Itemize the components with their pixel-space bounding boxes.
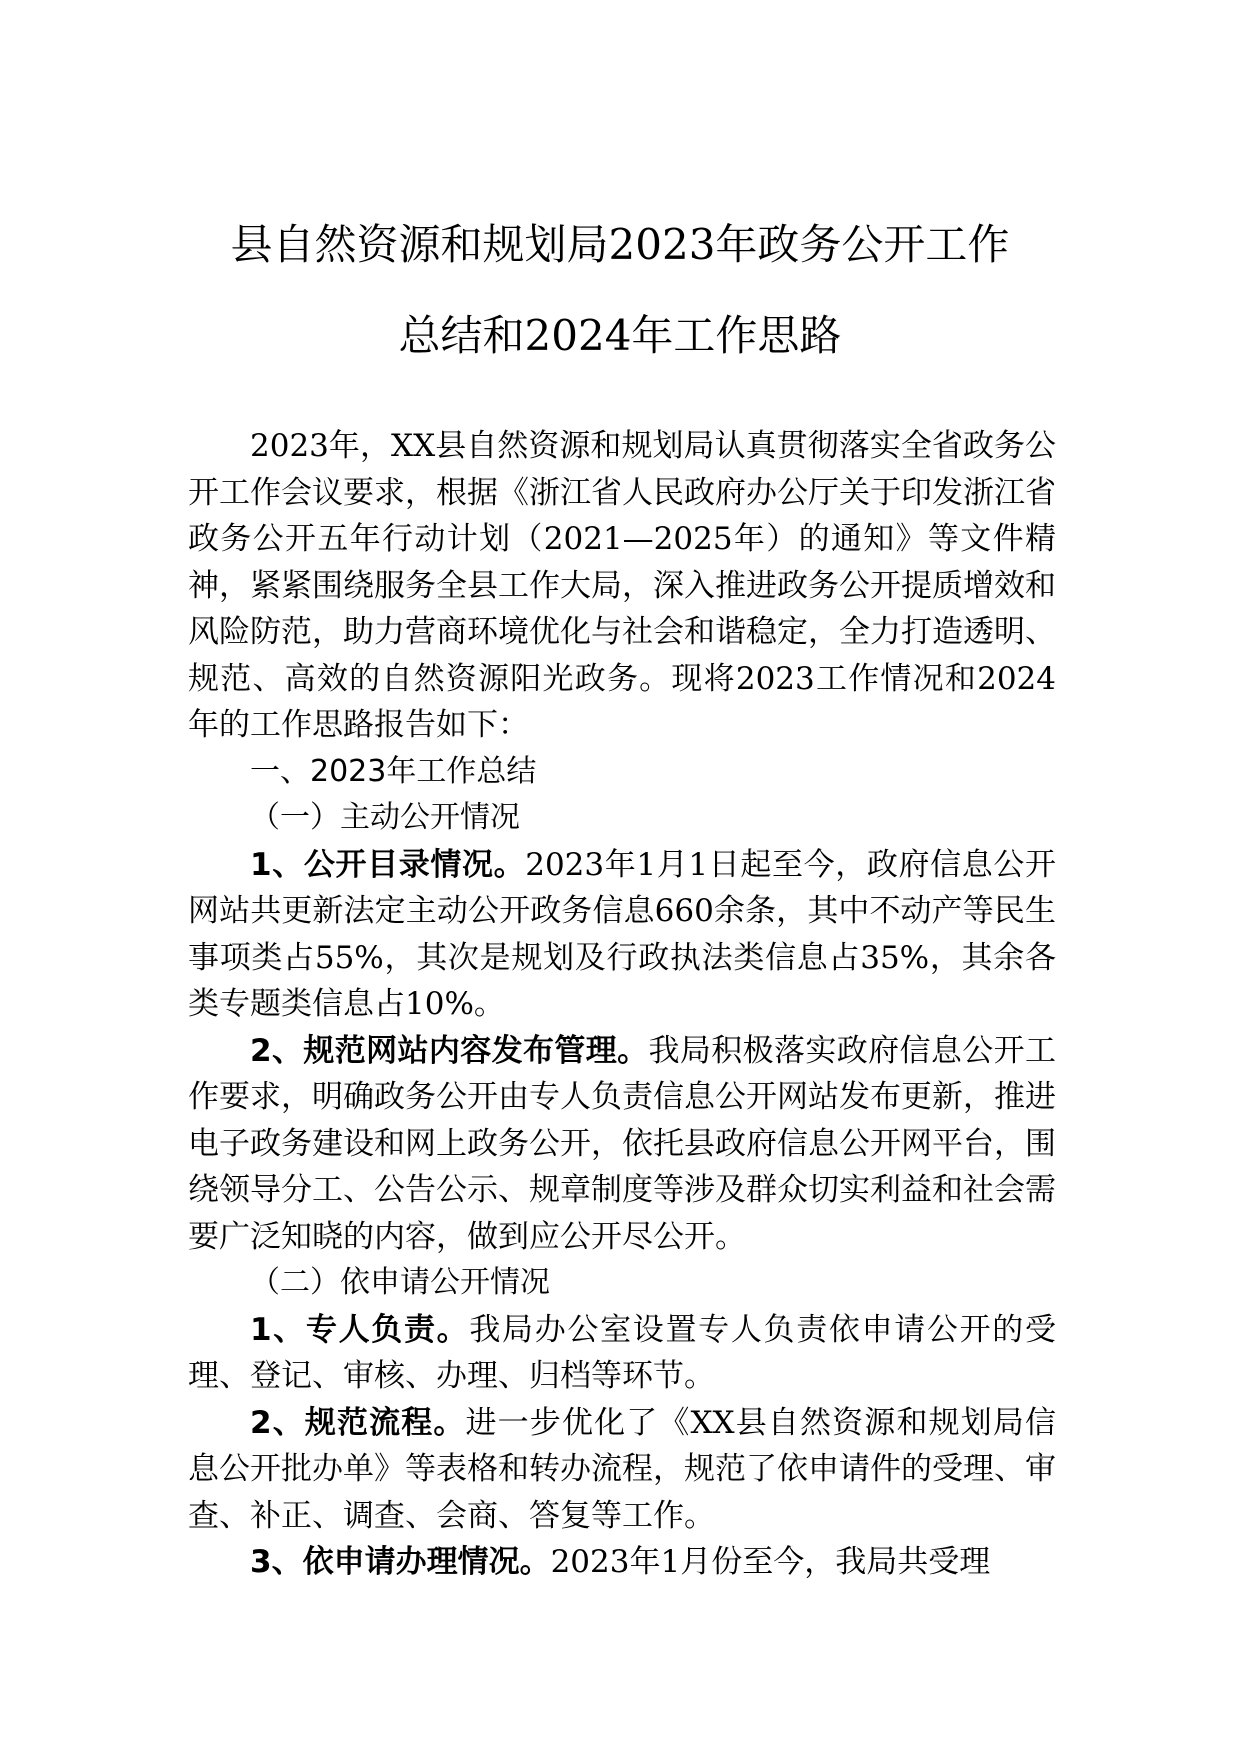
document-body	[188, 423, 1056, 1586]
document-title-line-2: 总结和2024年工作思路	[398, 311, 842, 360]
paragraph-item	[188, 1400, 1056, 1540]
subsection-heading: （二）依申请公开情况	[250, 1265, 550, 1300]
section-heading: 一、2023年工作总结	[250, 753, 537, 789]
paragraph-item	[188, 1539, 1056, 1586]
item-lead: 2、规范流程。	[250, 1404, 466, 1441]
item-lead: 3、依申请办理情况。	[250, 1544, 551, 1580]
item-lead: 1、公开目录情况。	[250, 846, 526, 883]
document-title-line-1: 县自然资源和规划局2023年政务公开工作	[230, 220, 1010, 269]
paragraph-item	[188, 842, 1056, 1028]
subsection-heading: （一）主动公开情况	[250, 800, 520, 835]
item-text: 2023年1月1日起至今，政府信息公开网站共更新法定主动公开政务信息660余条，其中不动产等民生事项类占55%，其次是规划及行政执法类信息占35%，其余各类专题类信息占10%。	[188, 846, 1056, 1022]
paragraph-item	[188, 1028, 1056, 1261]
item-text: 2023年1月份至今，我局共受理	[550, 1544, 991, 1580]
item-lead: 2、规范网站内容发布管理。	[250, 1032, 649, 1069]
intro-paragraph: 2023年，XX县自然资源和规划局认真贯彻落实全省政务公开工作会议要求，根据《浙江省人民政府办公厅关于印发浙江省政务公开五年行动计划（2021—2025年）的通知》等文件精神，紧紧围绕服务全县工作大局，深入推进政务公开提质增效和风险防范，助力营商环境优化与社会和谐稳定，全力打造透明、规范、高效的自然资源阳光政务。现将2023工作情况和2024年的工作思路报告如下：	[188, 428, 1056, 743]
item-text: 我局办公室设置专人负责依申请公开的受理、登记、审核、办理、归档等环节。	[188, 1311, 1056, 1394]
item-text: 进一步优化了《XX县自然资源和规划局信息公开批办单》等表格和转办流程，规范了依申请件的受理、审查、补正、调查、会商、答复等工作。	[188, 1404, 1056, 1534]
paragraph-item	[188, 1307, 1056, 1400]
item-text: 我局积极落实政府信息公开工作要求，明确政务公开由专人负责信息公开网站发布更新，推进电子政务建设和网上政务公开，依托县政府信息公开网平台，围绕领导分工、公告公示、规章制度等涉及群众切实利益和社会需要广泛知晓的内容，做到应公开尽公开。	[188, 1032, 1056, 1255]
item-lead: 1、专人负责。	[250, 1311, 470, 1348]
